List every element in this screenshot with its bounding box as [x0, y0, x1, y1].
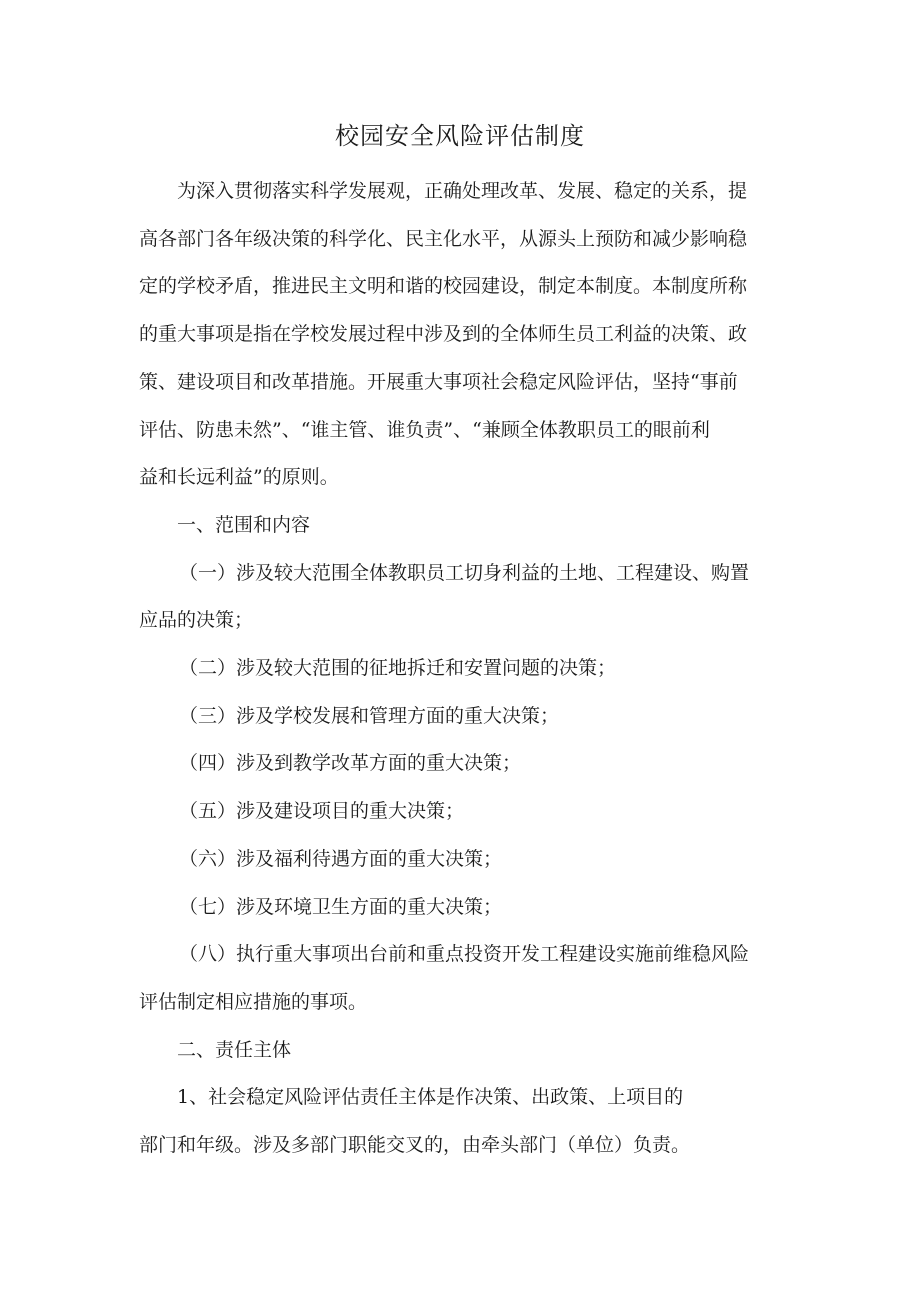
intro-line: 为深入贯彻落实科学发展观，正确处理改革、发展、稳定的关系，提	[177, 180, 748, 202]
scope-item-7: （七）涉及环境卫生方面的重大决策；	[179, 895, 503, 918]
intro-line: 定的学校矛盾，推进民主文明和谐的校园建设，制定本制度。本制度所称	[139, 275, 748, 298]
intro-line: 策、建设项目和改革措施。开展重大事项社会稳定风险评估，坚持“事前	[139, 370, 738, 393]
intro-line: 益和长远利益”的原则。	[139, 466, 339, 489]
responsibility-paragraph	[139, 1074, 789, 1169]
intro-line: 高各部门各年级决策的科学化、民主化水平，从源头上预防和减少影响稳	[139, 227, 748, 250]
scope-item-line: （一）涉及较大范围全体教职员工切身利益的土地、工程建设、购置	[179, 561, 750, 584]
scope-item-8	[139, 931, 789, 1026]
responsibility-line: 部门和年级。涉及多部门职能交叉的，由牵头部门（单位）负责。	[139, 1134, 691, 1157]
document-title: 校园安全风险评估制度	[335, 122, 585, 150]
document-body	[139, 168, 789, 1170]
section-heading-scope: 一、范围和内容	[177, 513, 311, 536]
scope-item-2: （二）涉及较大范围的征地拆迁和安置问题的决策；	[179, 657, 617, 680]
scope-item-1	[139, 550, 789, 645]
intro-paragraph	[139, 168, 789, 502]
scope-item-line: （八）执行重大事项出台前和重点投资开发工程建设实施前维稳风险	[179, 943, 750, 966]
intro-line: 评估、防患未然”、“谁主管、谁负责”、“兼顾全体教职员工的眼前利	[139, 418, 710, 441]
section-heading-responsibility: 二、责任主体	[177, 1038, 292, 1061]
scope-item-6: （六）涉及福利待遇方面的重大决策；	[179, 847, 503, 870]
scope-item-5: （五）涉及建设项目的重大决策；	[179, 800, 465, 823]
scope-item-line: 评估制定相应措施的事项。	[139, 990, 368, 1013]
intro-line: 的重大事项是指在学校发展过程中涉及到的全体师生员工利益的决策、政	[139, 323, 748, 346]
scope-item-line: 应品的决策；	[139, 609, 254, 632]
scope-item-3: （三）涉及学校发展和管理方面的重大决策；	[179, 704, 560, 727]
scope-item-4: （四）涉及到教学改革方面的重大决策；	[179, 752, 522, 775]
responsibility-line: 1、社会稳定风险评估责任主体是作决策、出政策、上项目的	[177, 1086, 684, 1109]
